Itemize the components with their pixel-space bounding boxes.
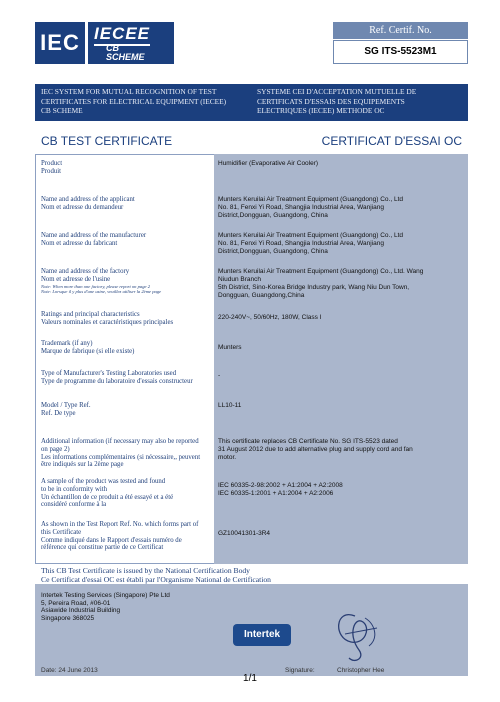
field-additional-info-value: This certificate replaces CB Certificate No. SG ITS-5523 dated 31 August 2012 due to add alternative plug and supply cord and fan motor. — [218, 438, 413, 461]
field-ratings-value: 220-240V~, 50/60Hz, 180W, Class I — [218, 314, 322, 321]
iecee-logo — [88, 22, 174, 64]
field-test-report-value: GZ10041301-3R4 — [218, 530, 271, 537]
banner-fr-line: SYSTEME CEI D'ACCEPTATION MUTUELLE DE — [257, 87, 417, 96]
factory-note: Note: When more than one factory, please report on page 2 — [41, 283, 150, 289]
title-french: CERTIFICAT D'ESSAI OC — [321, 134, 462, 148]
banner-fr-line: CERTIFICATS D'ESSAIS DES EQUIPEMENTS — [257, 96, 405, 106]
field-lab-type-value: - — [218, 372, 221, 379]
field-test-report-label: As shown in the Test Report Ref. No. which forms part of this Certificate Comme indiqué dans le Rapport d'essais numéro de référence qui constitue partie de ce Certificat — [41, 521, 199, 552]
banner-en-line: CERTIFICATES FOR ELECTRICAL EQUIPMENT (IECEE) — [41, 96, 227, 106]
field-model-label: Model / Type Ref. Ref. De type — [41, 402, 91, 417]
field-factory-label: Name and address of the factory Nom et adresse de l'usine Note: When more than one factory, please report on page 2 Note: Lorsque il y plus d'une usine, veuillez utiliser la 2ème page — [41, 268, 211, 295]
banner-french — [257, 87, 462, 116]
intertek-logo: Intertek — [233, 624, 291, 646]
national-body-fr: Ce Certificat d'essai OC est établi par l'Organisme National de Certification — [41, 575, 271, 584]
signer-name: Christopher Hee — [337, 667, 385, 674]
iecee-sub-2: SCHEME — [106, 52, 145, 62]
field-factory-value: Munters Keruilai Air Treatment Equipment (Guangdong) Co., Ltd. Wang Niudun Branch 5th District, Sino-Korea Bridge Industry park, Wang Niu Dun Town, Dongguan, Guangdong,China — [218, 268, 424, 299]
banner-en-line: CB SCHEME — [41, 106, 83, 116]
signature-label: Signature: — [285, 667, 315, 674]
issue-date: Date: 24 June 2013 — [41, 667, 98, 674]
issuer-footer — [35, 584, 468, 676]
iecee-sub-1: CB — [106, 43, 119, 53]
banner-en-line: IEC SYSTEM FOR MUTUAL RECOGNITION OF TEST — [41, 87, 217, 96]
field-model-value: LL10-11 — [218, 402, 242, 409]
certificate-titles — [35, 134, 468, 150]
iecee-logo-text: IECEE — [94, 24, 150, 46]
title-english: CB TEST CERTIFICATE — [41, 134, 173, 148]
field-ratings-label: Ratings and principal characteristics Valeurs nominales et caractéristiques principales — [41, 311, 174, 326]
field-manufacturer-label: Name and address of the manufacturer Nom et adresse du fabricant — [41, 232, 147, 247]
banner-english — [41, 87, 246, 116]
factory-note: Note: Lorsque il y plus d'une usine, veuillez utiliser la 2ème page — [41, 289, 162, 295]
iec-logo: IEC — [35, 22, 85, 64]
page-number: 1/1 — [243, 673, 257, 684]
banner-fr-line: ELECTRIQUES (IECEE) METHODE OC — [257, 106, 385, 116]
field-additional-info-label: Additional information (if necessary may also be reported on page 2) Les informations complémentaires (si nécessaire,, peuvent être indiqués sur la 2ème page — [41, 438, 201, 469]
field-trademark-label: Trademark (if any) Marque de fabrique (si elle existe) — [41, 340, 135, 355]
issuer-address: Intertek Testing Services (Singapore) Pte Ltd 5, Pereira Road, #06-01 Asiawide Industrial Building Singapore 368025 — [41, 592, 170, 622]
ref-certif-label: Ref. Certif. No. — [333, 22, 468, 39]
field-product-label: Product Produit — [41, 160, 63, 175]
field-applicant-value: Munters Keruilai Air Treatment Equipment (Guangdong) Co., Ltd No. 81, Fenxi Yi Road, Shangjia Industrial Area, Wanjiang District,Dongguan, Guangdong, China — [218, 196, 403, 219]
system-banner — [35, 84, 468, 121]
national-body-statement — [35, 566, 468, 584]
field-trademark-value: Munters — [218, 344, 242, 351]
field-standards-value: IEC 60335-2-98:2002 + A1:2004 + A2:2008 IEC 60335-1:2001 + A1:2004 + A2:2006 — [218, 482, 343, 497]
field-lab-type-label: Type of Manufacturer's Testing Laboratories used Type de programme du laboratoire d'essais constructeur — [41, 370, 193, 385]
signature-image — [325, 598, 385, 668]
field-product-value: Humidifier (Evaporative Air Cooler) — [218, 160, 319, 167]
ref-certif-number: SG ITS-5523M1 — [333, 40, 468, 64]
field-manufacturer-value: Munters Keruilai Air Treatment Equipment (Guangdong) Co., Ltd No. 81, Fenxi Yi Road, Shangjia Industrial Area, Wanjiang District,Dongguan, Guangdong, China — [218, 232, 403, 255]
national-body-en: This CB Test Certificate is issued by the National Certification Body — [41, 566, 250, 575]
field-applicant-label: Name and address of the applicant Nom et adresse du demandeur — [41, 196, 135, 211]
field-standards-label: A sample of the product was tested and found to be in conformity with Un échantillon de ce produit a été essayé et a été considéré conforme à la — [41, 478, 174, 509]
